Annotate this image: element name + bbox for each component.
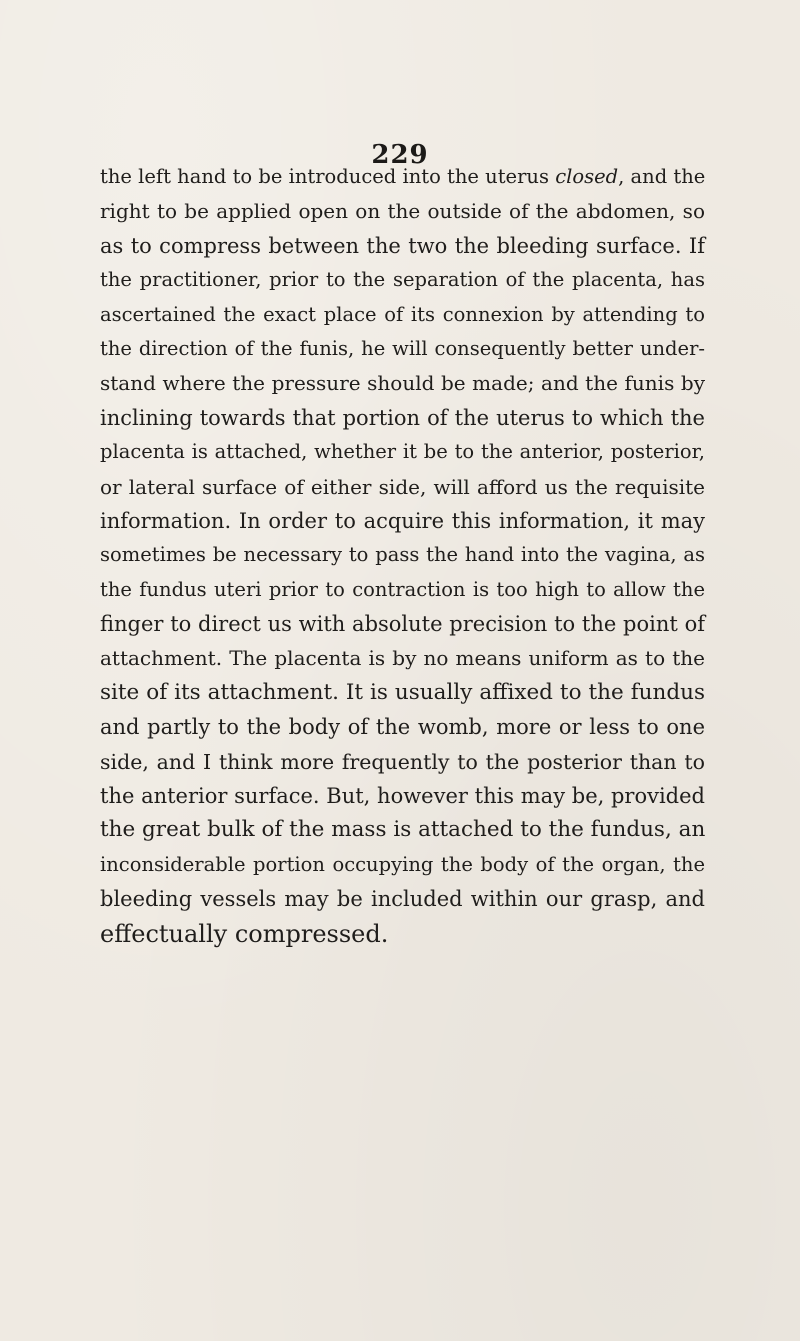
text-line: inconsiderable portion occupying the body of the organ, the: [100, 852, 705, 876]
text-line: placenta is attached, whether it be to the anterior, posterior,: [100, 440, 705, 464]
text-line: attachment. The placenta is by no means uniform as to the: [100, 646, 705, 671]
text-line: side, and I think more frequently to the posterior than to: [100, 749, 705, 774]
text-line: or lateral surface of either side, will afford us the requisite: [100, 474, 705, 499]
text-line: the practitioner, prior to the separation of the placenta, has: [100, 268, 705, 292]
text-line: right to be applied open on the outside of the abdomen, so: [100, 199, 705, 224]
text-line: the fundus uteri prior to contraction is too high to allow the: [100, 577, 705, 601]
text-line: and partly to the body of the womb, more or less to one: [100, 715, 705, 740]
text-line: the anterior surface. But, however this may be, provided: [100, 784, 705, 809]
text-line: ascertained the exact place of its connexion by attending to: [100, 302, 705, 326]
text-line: finger to direct us with absolute precision to the point of: [100, 612, 705, 637]
text-line: inclining towards that portion of the uterus to which the: [100, 405, 705, 430]
body-text: [100, 160, 705, 951]
text-line: bleeding vessels may be included within our grasp, and: [100, 887, 705, 912]
text-line: as to compress between the two the bleeding surface. If: [100, 233, 705, 258]
text-line: site of its attachment. It is usually affixed to the fundus: [100, 679, 705, 705]
text-line-last: effectually compressed.: [100, 919, 389, 948]
emphasis-closed: closed: [555, 165, 619, 188]
text-line: the left hand to be introduced into the uterus closed, and the: [100, 165, 706, 188]
page-number: 229: [371, 140, 429, 170]
text-line: sometimes be necessary to pass the hand into the vagina, as: [100, 543, 705, 567]
text-line: information. In order to acquire this information, it may: [100, 508, 705, 533]
text-line: stand where the pressure should be made; and the funis by: [100, 371, 705, 396]
text-line: the great bulk of the mass is attached to the fundus, an: [100, 817, 706, 843]
text-line: the direction of the funis, he will consequently better under-: [100, 336, 705, 360]
